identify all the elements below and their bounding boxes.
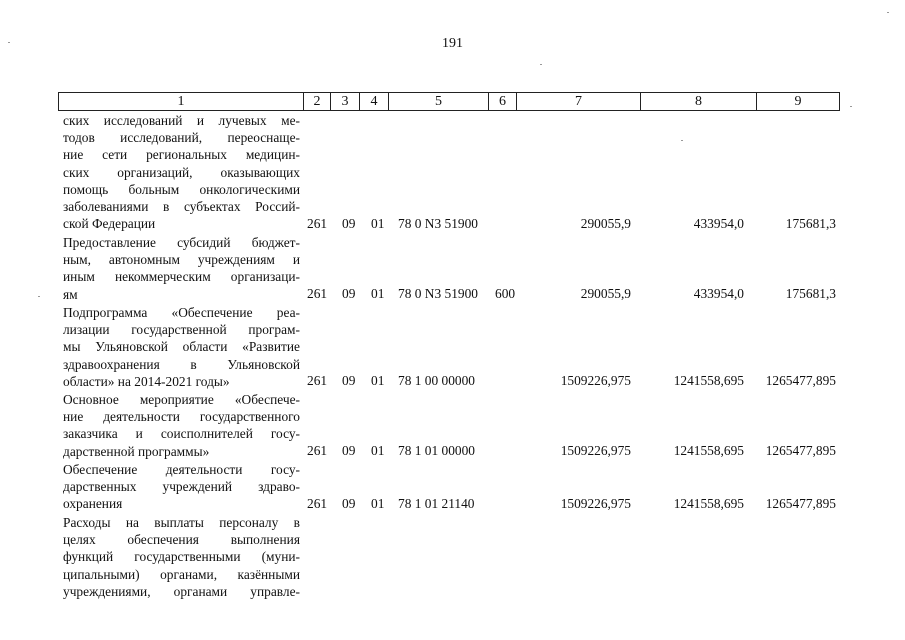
cell-col8: 433954,0 — [693, 286, 744, 301]
cell-col5: 78 1 01 21140 — [398, 496, 475, 511]
description-line: охранения — [63, 496, 123, 512]
description-line: помощь больным онкологическими — [63, 181, 300, 197]
cell-col4: 01 — [371, 496, 385, 511]
description-line: ние деятельности государственного — [63, 409, 300, 425]
table-row — [0, 496, 905, 514]
description-line: функций государственными (муни- — [63, 549, 300, 565]
cell-col7: 290055,9 — [580, 286, 631, 301]
table-row — [0, 216, 905, 234]
column-header-9: 9 — [757, 93, 840, 111]
description-line: ских исследований и лучевых ме- — [63, 113, 300, 128]
cell-col9: 1265477,895 — [765, 496, 836, 511]
description-line: ских организаций, оказывающих — [63, 164, 300, 180]
cell-col5: 78 0 N3 51900 — [398, 216, 478, 231]
cell-col5: 78 1 00 00000 — [398, 373, 475, 388]
description-line: здравоохранения в Ульяновской — [63, 356, 300, 372]
cell-col8: 1241558,695 — [673, 443, 744, 458]
description-line: Предоставление субсидий бюджет- — [63, 235, 300, 250]
cell-col2: 261 — [307, 286, 328, 301]
scan-speck — [8, 42, 10, 43]
cell-col8: 1241558,695 — [673, 373, 744, 388]
cell-col3: 09 — [342, 496, 356, 511]
column-header-3: 3 — [331, 93, 360, 111]
cell-col7: 1509226,975 — [560, 443, 631, 458]
column-header-2: 2 — [304, 93, 331, 111]
scan-speck — [540, 64, 542, 65]
scan-speck — [38, 296, 40, 297]
description-line: тодов исследований, переоснаще- — [63, 130, 300, 146]
row-description — [63, 514, 300, 600]
cell-col9: 1265477,895 — [765, 373, 836, 388]
cell-col4: 01 — [371, 443, 385, 458]
cell-col9: 175681,3 — [785, 216, 836, 231]
column-header-5: 5 — [389, 93, 489, 111]
column-header-6: 6 — [489, 93, 517, 111]
description-line: ципальными) органами, казёнными — [63, 566, 300, 582]
description-line: области» на 2014-2021 годы» — [63, 373, 230, 389]
column-header-table — [58, 92, 840, 111]
scan-speck — [681, 140, 683, 141]
cell-col7: 1509226,975 — [560, 373, 631, 388]
scan-speck — [887, 12, 889, 13]
table-row — [0, 286, 905, 304]
description-line: Подпрограмма «Обеспечение реа- — [63, 305, 300, 320]
cell-col2: 261 — [307, 443, 328, 458]
cell-col7: 1509226,975 — [560, 496, 631, 511]
cell-col4: 01 — [371, 373, 385, 388]
description-line: ям — [63, 286, 78, 302]
column-header-1: 1 — [59, 93, 304, 111]
description-line: Расходы на выплаты персоналу в — [63, 515, 300, 530]
description-line: ние сети региональных медицин- — [63, 147, 300, 163]
description-line: дарственных учреждений здраво- — [63, 479, 300, 495]
description-line: дарственной программы» — [63, 443, 210, 459]
description-line: заболеваниями в субъектах Россий- — [63, 199, 300, 215]
page-number: 191 — [442, 36, 463, 51]
cell-col8: 433954,0 — [693, 216, 744, 231]
cell-col2: 261 — [307, 216, 328, 231]
cell-col2: 261 — [307, 373, 328, 388]
cell-col5: 78 1 01 00000 — [398, 443, 475, 458]
row-description — [63, 112, 300, 232]
cell-col4: 01 — [371, 286, 385, 301]
cell-col7: 290055,9 — [580, 216, 631, 231]
column-header-4: 4 — [360, 93, 389, 111]
description-line: лизации государственной програм- — [63, 322, 300, 338]
description-line: заказчика и соисполнителей госу- — [63, 426, 300, 442]
cell-col4: 01 — [371, 216, 385, 231]
cell-col3: 09 — [342, 373, 356, 388]
cell-col9: 175681,3 — [785, 286, 836, 301]
cell-col9: 1265477,895 — [765, 443, 836, 458]
column-header-7: 7 — [517, 93, 641, 111]
description-line: иным некоммерческим организаци- — [63, 269, 300, 285]
description-line: Основное мероприятие «Обеспече- — [63, 392, 300, 407]
cell-col6: 600 — [495, 286, 516, 301]
cell-col5: 78 0 N3 51900 — [398, 286, 478, 301]
description-line: учреждениями, органами управле- — [63, 583, 300, 599]
description-line: ской Федерации — [63, 216, 156, 232]
cell-col3: 09 — [342, 216, 356, 231]
cell-col2: 261 — [307, 496, 328, 511]
cell-col8: 1241558,695 — [673, 496, 744, 511]
cell-col3: 09 — [342, 443, 356, 458]
column-header-row — [59, 93, 840, 111]
scan-speck — [850, 106, 852, 107]
description-line: целях обеспечения выполнения — [63, 532, 300, 548]
description-line: ным, автономным учреждениям и — [63, 252, 300, 268]
description-line: Обеспечение деятельности госу- — [63, 462, 300, 477]
description-line: мы Ульяновской области «Развитие — [63, 339, 300, 355]
column-header-8: 8 — [641, 93, 757, 111]
table-row — [0, 373, 905, 391]
cell-col3: 09 — [342, 286, 356, 301]
table-row — [0, 443, 905, 461]
